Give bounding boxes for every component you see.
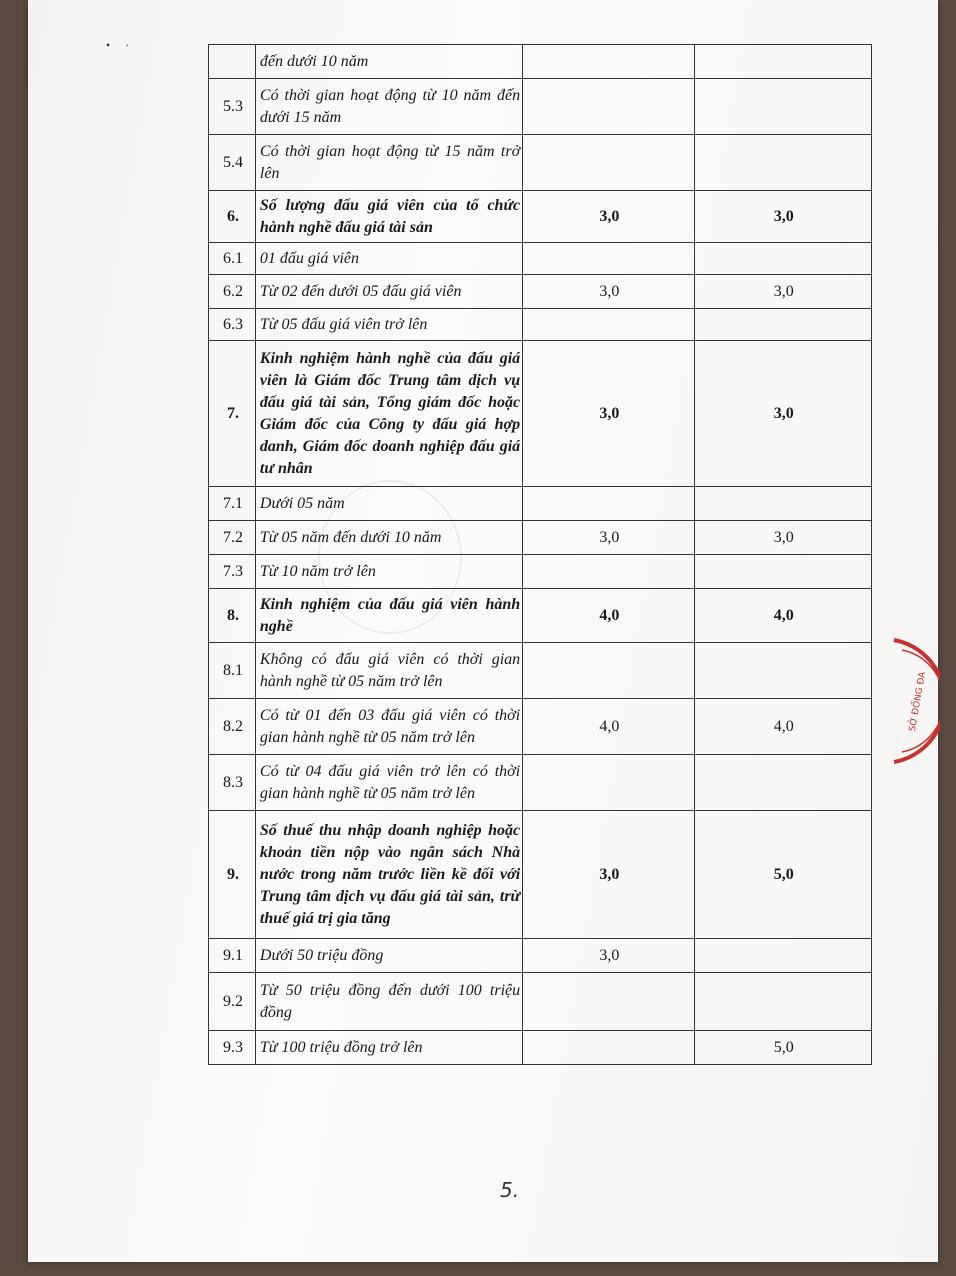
row-number bbox=[209, 45, 256, 79]
row-score-awarded: 3,0 bbox=[694, 521, 872, 555]
row-score-awarded: 5,0 bbox=[694, 1031, 872, 1065]
table-row bbox=[209, 79, 872, 135]
row-score-awarded bbox=[694, 643, 872, 699]
table-row bbox=[209, 811, 872, 939]
row-criterion: Không có đấu giá viên có thời gian hành nghề từ 05 năm trở lên bbox=[255, 643, 522, 699]
row-score-max bbox=[523, 643, 694, 699]
row-number: 9. bbox=[209, 811, 256, 939]
row-score-awarded: 4,0 bbox=[694, 589, 872, 643]
document-page bbox=[28, 0, 938, 1262]
row-score-max: 4,0 bbox=[523, 589, 694, 643]
row-criterion: Từ 100 triệu đồng trở lên bbox=[255, 1031, 522, 1065]
row-criterion: Từ 05 đấu giá viên trở lên bbox=[255, 309, 522, 341]
row-criterion: 01 đấu giá viên bbox=[255, 243, 522, 275]
row-number: 6.3 bbox=[209, 309, 256, 341]
row-number: 7.3 bbox=[209, 555, 256, 589]
row-number: 7. bbox=[209, 341, 256, 487]
criteria-table bbox=[208, 44, 872, 1065]
row-score-awarded bbox=[694, 45, 872, 79]
row-score-awarded bbox=[694, 243, 872, 275]
row-criterion: Dưới 05 năm bbox=[255, 487, 522, 521]
row-criterion: Số lượng đấu giá viên của tổ chức hành nghề đấu giá tài sản bbox=[255, 191, 522, 243]
row-number: 8.3 bbox=[209, 755, 256, 811]
table-row bbox=[209, 341, 872, 487]
row-score-max: 4,0 bbox=[523, 699, 694, 755]
table-row bbox=[209, 191, 872, 243]
row-number: 9.3 bbox=[209, 1031, 256, 1065]
row-criterion: Từ 50 triệu đồng đến dưới 100 triệu đồng bbox=[255, 973, 522, 1031]
row-criterion: Có thời gian hoạt động từ 10 năm đến dưới 15 năm bbox=[255, 79, 522, 135]
row-criterion: Có từ 01 đến 03 đấu giá viên có thời gian hành nghề từ 05 năm trở lên bbox=[255, 699, 522, 755]
row-criterion: Có thời gian hoạt động từ 15 năm trở lên bbox=[255, 135, 522, 191]
table-row bbox=[209, 275, 872, 309]
table-row bbox=[209, 1031, 872, 1065]
row-score-max bbox=[523, 79, 694, 135]
row-score-awarded: 3,0 bbox=[694, 191, 872, 243]
margin-marks: • · bbox=[106, 38, 130, 52]
row-score-max: 3,0 bbox=[523, 811, 694, 939]
row-criterion: Từ 02 đến dưới 05 đấu giá viên bbox=[255, 275, 522, 309]
row-score-max bbox=[523, 973, 694, 1031]
row-score-max bbox=[523, 135, 694, 191]
row-score-max bbox=[523, 755, 694, 811]
row-criterion: Từ 10 năm trở lên bbox=[255, 555, 522, 589]
row-score-max bbox=[523, 1031, 694, 1065]
row-score-awarded: 3,0 bbox=[694, 275, 872, 309]
row-criterion: Dưới 50 triệu đồng bbox=[255, 939, 522, 973]
seal-text: SỞ ĐỐNG ĐA bbox=[907, 671, 929, 733]
table-row bbox=[209, 243, 872, 275]
table-row bbox=[209, 309, 872, 341]
row-score-max: 3,0 bbox=[523, 275, 694, 309]
row-number: 5.3 bbox=[209, 79, 256, 135]
row-number: 8.1 bbox=[209, 643, 256, 699]
row-number: 9.2 bbox=[209, 973, 256, 1031]
table-row bbox=[209, 135, 872, 191]
row-score-awarded: 4,0 bbox=[694, 699, 872, 755]
table-row bbox=[209, 487, 872, 521]
row-criterion: Số thuế thu nhập doanh nghiệp hoặc khoản tiền nộp vào ngân sách Nhà nước trong năm trước liền kề đối với Trung tâm dịch vụ đấu giá tài sản, trừ thuế giá trị gia tăng bbox=[255, 811, 522, 939]
row-score-awarded bbox=[694, 555, 872, 589]
row-score-max: 3,0 bbox=[523, 939, 694, 973]
row-score-awarded bbox=[694, 135, 872, 191]
row-number: 5.4 bbox=[209, 135, 256, 191]
row-number: 8. bbox=[209, 589, 256, 643]
row-score-max: 3,0 bbox=[523, 191, 694, 243]
row-score-max bbox=[523, 309, 694, 341]
row-score-awarded bbox=[694, 939, 872, 973]
row-score-max: 3,0 bbox=[523, 521, 694, 555]
row-number: 7.1 bbox=[209, 487, 256, 521]
row-number: 8.2 bbox=[209, 699, 256, 755]
row-score-awarded: 5,0 bbox=[694, 811, 872, 939]
table-row bbox=[209, 45, 872, 79]
row-score-awarded bbox=[694, 309, 872, 341]
row-score-max: 3,0 bbox=[523, 341, 694, 487]
row-score-max bbox=[523, 555, 694, 589]
row-criterion: Có từ 04 đấu giá viên trở lên có thời gian hành nghề từ 05 năm trở lên bbox=[255, 755, 522, 811]
table-row bbox=[209, 973, 872, 1031]
row-number: 7.2 bbox=[209, 521, 256, 555]
table-row bbox=[209, 755, 872, 811]
row-score-awarded bbox=[694, 79, 872, 135]
page-number: 5. bbox=[500, 1178, 520, 1202]
row-number: 6. bbox=[209, 191, 256, 243]
table-row bbox=[209, 521, 872, 555]
table-row bbox=[209, 939, 872, 973]
row-criterion: đến dưới 10 năm bbox=[255, 45, 522, 79]
row-score-awarded: 3,0 bbox=[694, 341, 872, 487]
row-criterion: Từ 05 năm đến dưới 10 năm bbox=[255, 521, 522, 555]
row-criterion: Kinh nghiệm của đấu giá viên hành nghề bbox=[255, 589, 522, 643]
row-number: 6.2 bbox=[209, 275, 256, 309]
row-criterion: Kinh nghiệm hành nghề của đấu giá viên là Giám đốc Trung tâm dịch vụ đấu giá tài sản, Tổng giám đốc hoặc Giám đốc của Công ty đấu giá hợp danh, Giám đốc doanh nghiệp đấu giá tư nhân bbox=[255, 341, 522, 487]
row-score-max bbox=[523, 243, 694, 275]
red-seal-stamp bbox=[888, 636, 940, 766]
row-number: 6.1 bbox=[209, 243, 256, 275]
table-row bbox=[209, 555, 872, 589]
row-score-awarded bbox=[694, 973, 872, 1031]
table-row bbox=[209, 589, 872, 643]
table-row bbox=[209, 643, 872, 699]
row-score-awarded bbox=[694, 755, 872, 811]
row-score-max bbox=[523, 45, 694, 79]
row-number: 9.1 bbox=[209, 939, 256, 973]
table-row bbox=[209, 699, 872, 755]
row-score-awarded bbox=[694, 487, 872, 521]
row-score-max bbox=[523, 487, 694, 521]
